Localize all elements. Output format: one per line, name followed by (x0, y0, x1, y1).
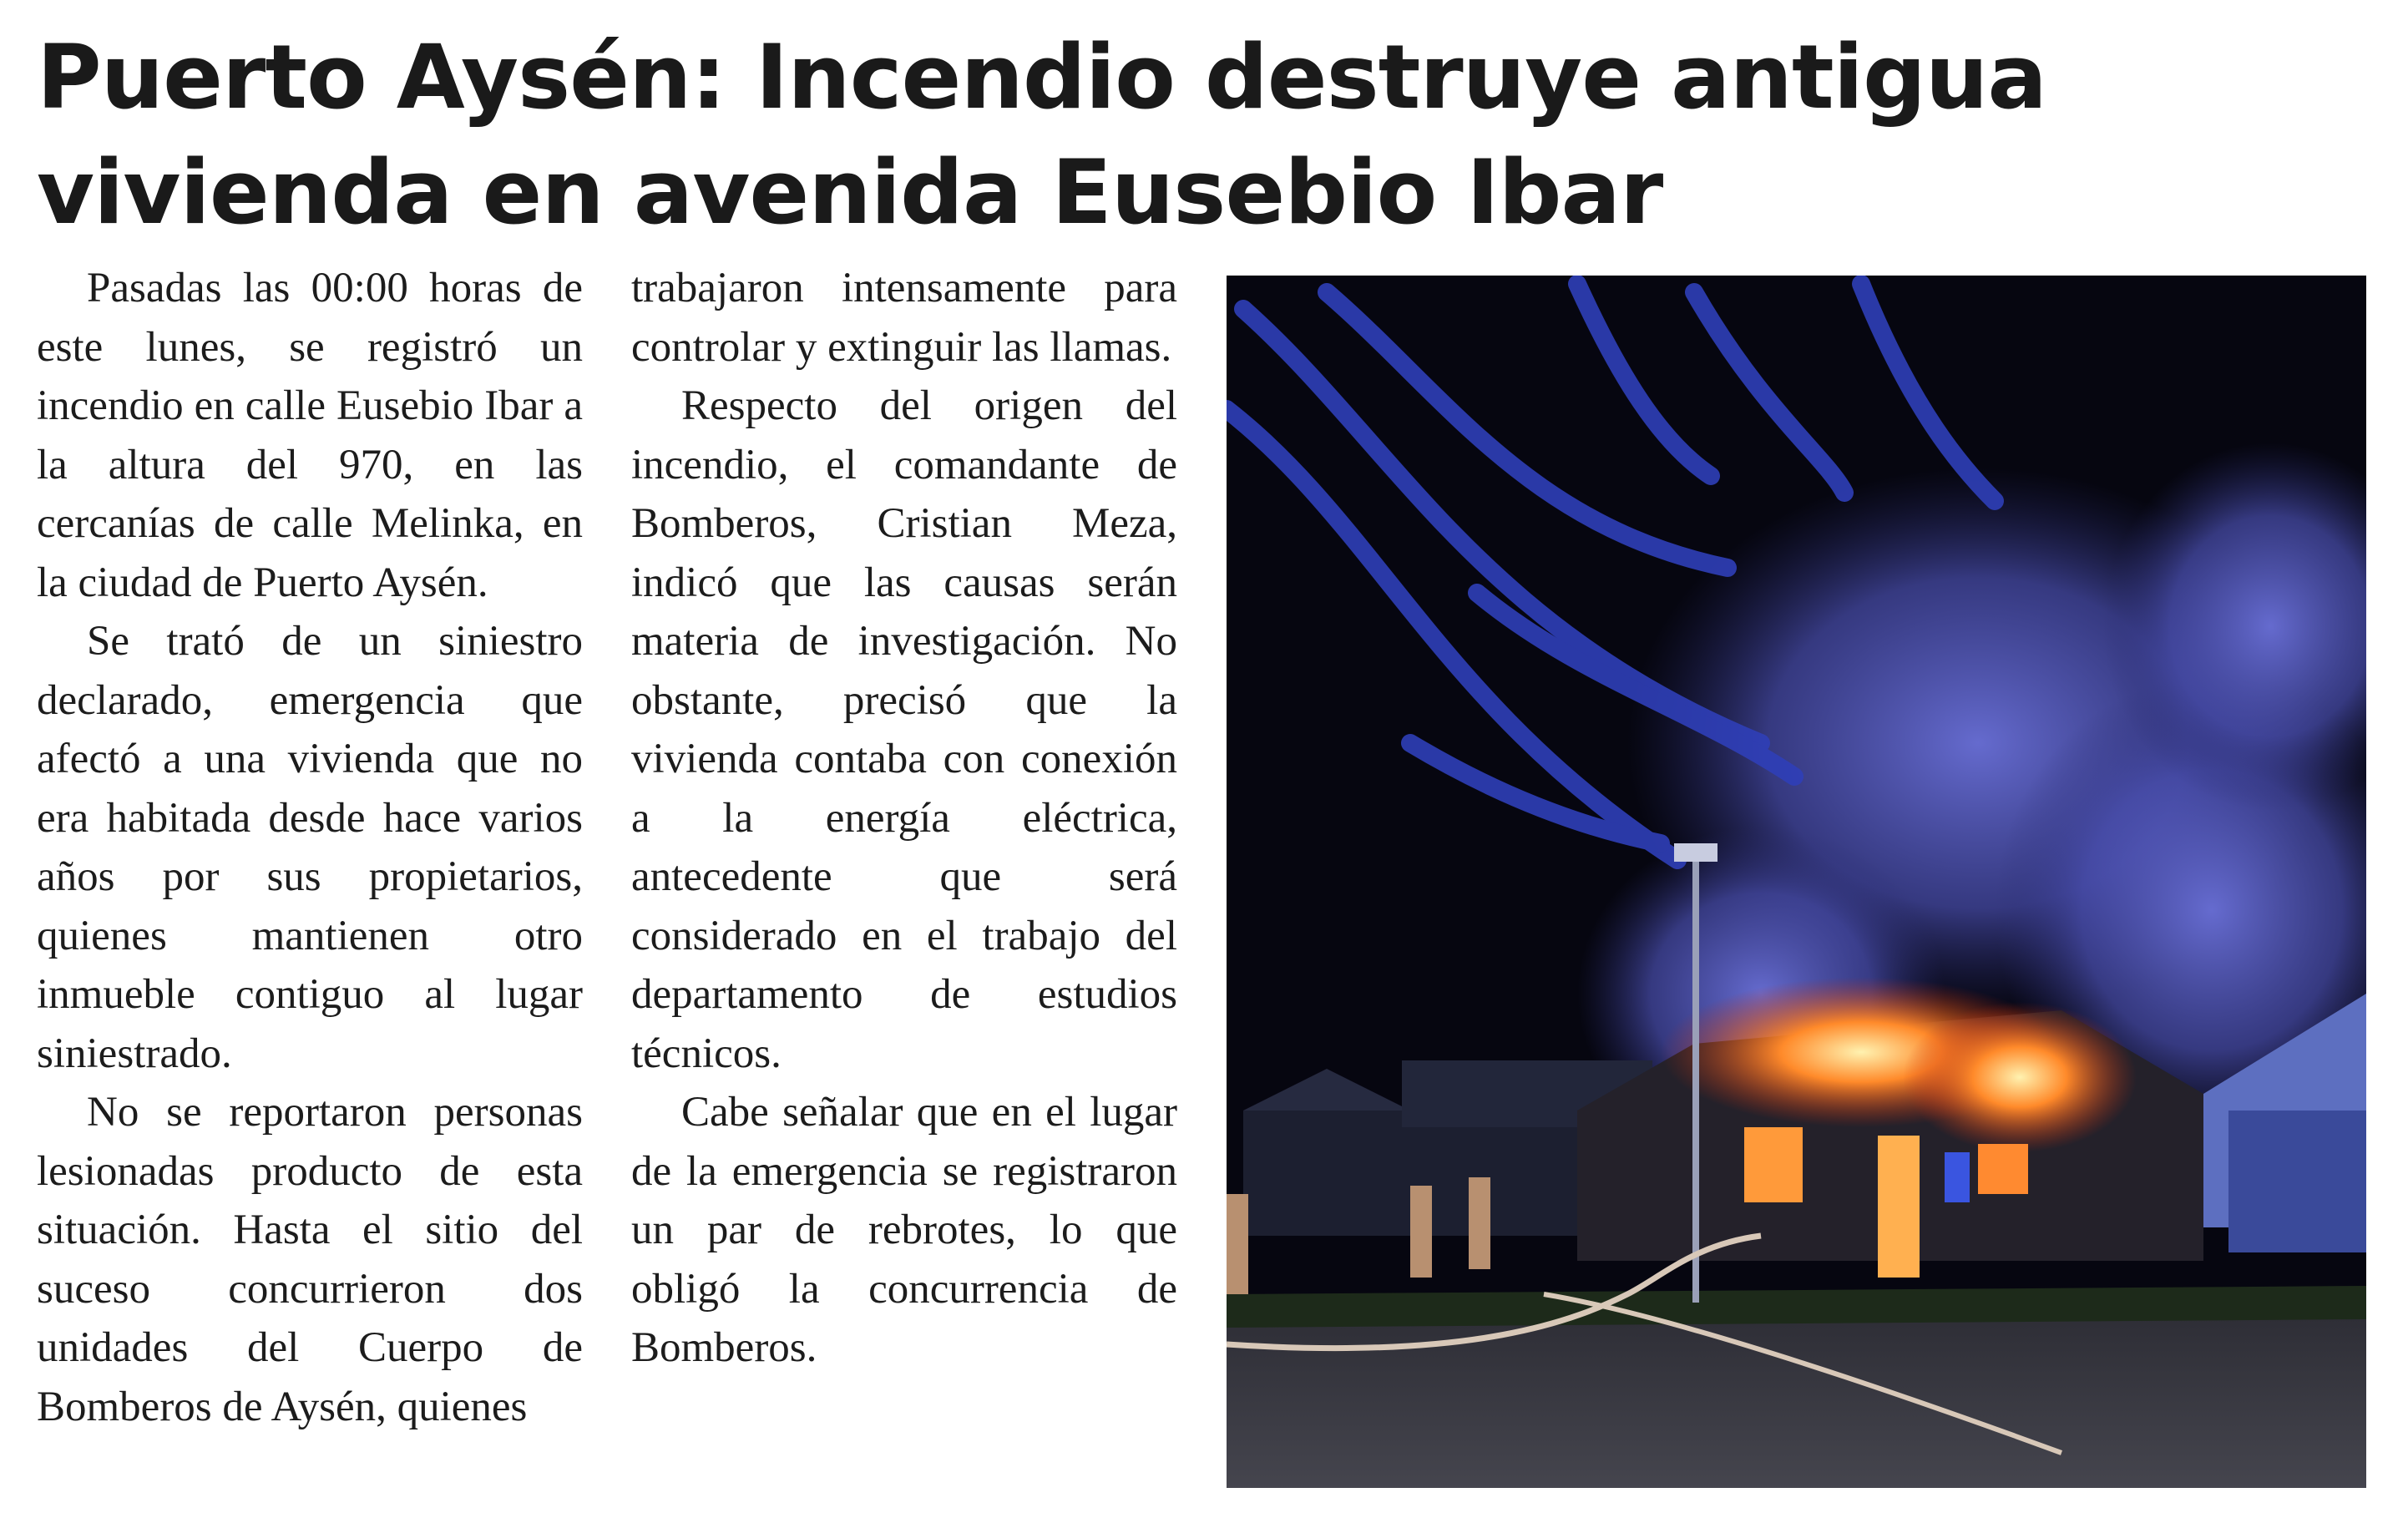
article-column-2 (631, 259, 1177, 1378)
paragraph-origen: Respecto del origen del incendio, el comandante de Bomberos, Cristian Meza, indicó que las causas serán materia de investigación. No obstante, precisó que la vivienda contaba con conexión a la energía eléctrica, antecedente que será considerado en el trabajo del departamento de estudios técnicos. (631, 382, 1177, 1077)
paragraph-lesionados: No se reportaron personas lesionadas producto de esta situación. Hasta el sitio del suceso concurrieron dos unidades del Cuerpo de Bomberos de Aysén, quienes (37, 1089, 583, 1430)
fire-photo (1227, 276, 2366, 1488)
headline: Puerto Aysén: Incendio destruye antigua vivienda en avenida Eusebio Ibar (37, 26, 2046, 244)
fire-photo-illustration (1227, 276, 2366, 1488)
article-column-1 (37, 259, 583, 1436)
paragraph-intro: Pasadas las 00:00 horas de este lunes, se registró un incendio en calle Eusebio Ibar a la altura del 970, en las cercanías de calle Melinka, en la ciudad de Puerto Aysén. (37, 265, 583, 606)
paragraph-continuation: trabajaron intensamente para controlar y extinguir las llamas. (631, 265, 1177, 371)
paragraph-rebrotes: Cabe señalar que en el lugar de la emergencia se registraron un par de rebrotes, lo que obligó la concurrencia de Bomberos. (631, 1089, 1177, 1371)
paragraph-siniestro: Se trató de un siniestro declarado, emergencia que afectó a una vivienda que no era habitada desde hace varios años por sus propietarios, quienes mantienen otro inmueble contiguo al lugar siniestrado. (37, 618, 583, 1077)
